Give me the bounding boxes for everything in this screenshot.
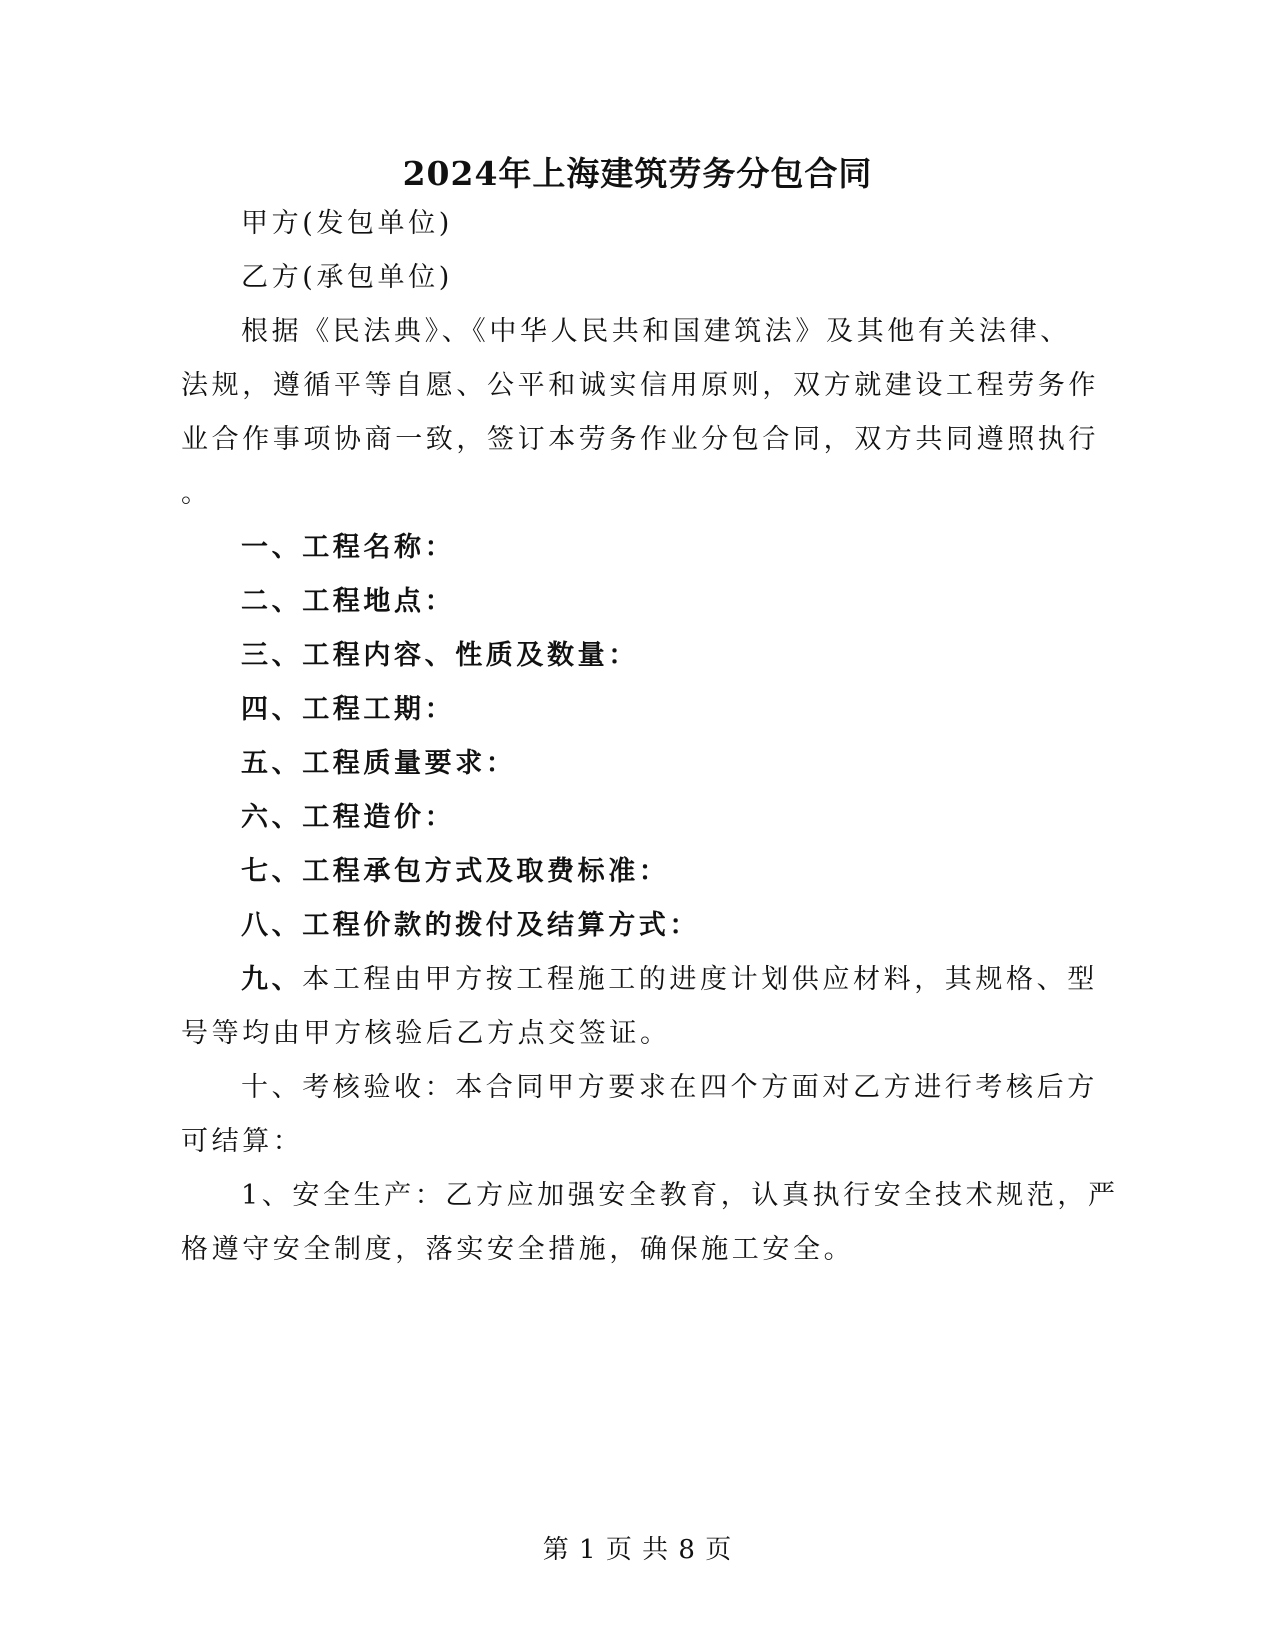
preamble-line-3: 业合作事项协商一致，签订本劳务作业分包合同，双方共同遵照执行 bbox=[181, 424, 1099, 455]
document-title: 2024年上海建筑劳务分包合同 bbox=[402, 154, 873, 193]
section-heading-4: 四、工程工期： bbox=[241, 694, 456, 725]
section-heading-6: 六、工程造价： bbox=[241, 802, 456, 833]
preamble-line-4: 。 bbox=[181, 478, 212, 509]
clause-9-line-2: 号等均由甲方核验后乙方点交签证。 bbox=[181, 1018, 671, 1049]
item-1-line-2: 格遵守安全制度，落实安全措施，确保施工安全。 bbox=[181, 1234, 855, 1265]
party-b-line: 乙方(承包单位) bbox=[241, 262, 453, 293]
preamble-line-2: 法规，遵循平等自愿、公平和诚实信用原则，双方就建设工程劳务作 bbox=[181, 370, 1099, 401]
clause-9-line-1 bbox=[241, 960, 1098, 1000]
page-number-footer: 第 1 页 共 8 页 bbox=[542, 1535, 733, 1565]
section-heading-1: 一、工程名称： bbox=[241, 532, 456, 563]
clause-10-line-1: 十、考核验收：本合同甲方要求在四个方面对乙方进行考核后方 bbox=[241, 1072, 1098, 1103]
item-1-line-1: 1、安全生产：乙方应加强安全教育，认真执行安全技术规范，严 bbox=[241, 1180, 1119, 1211]
section-heading-2: 二、工程地点： bbox=[241, 586, 456, 617]
section-heading-7: 七、工程承包方式及取费标准： bbox=[241, 856, 670, 887]
section-heading-3: 三、工程内容、性质及数量： bbox=[241, 640, 639, 671]
clause-9-text: 本工程由甲方按工程施工的进度计划供应材料，其规格、型 bbox=[302, 964, 1098, 995]
preamble-line-1: 根据《民法典》、《中华人民共和国建筑法》及其他有关法律、 bbox=[241, 316, 1071, 347]
clause-9-number: 九、 bbox=[241, 964, 303, 995]
party-a-line: 甲方(发包单位) bbox=[241, 208, 453, 239]
clause-10-line-2: 可结算： bbox=[181, 1126, 304, 1157]
section-heading-5: 五、工程质量要求： bbox=[241, 748, 517, 779]
section-heading-8: 八、工程价款的拨付及结算方式： bbox=[241, 910, 700, 941]
